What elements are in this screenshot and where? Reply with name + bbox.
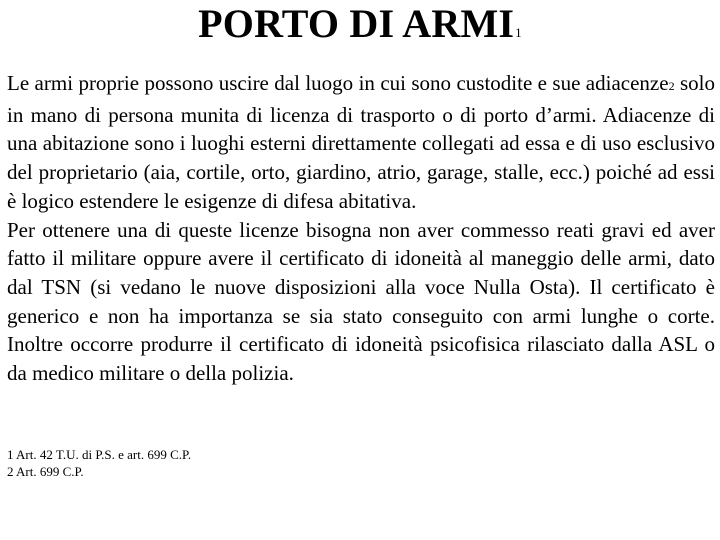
body-text — [7, 69, 715, 388]
footnote-2: 2 Art. 699 C.P. — [7, 464, 84, 479]
paragraph1-part1: Le armi proprie possono uscire dal luogo in cui sono custodite e sue adiacenze — [7, 71, 669, 95]
page-title — [0, 0, 720, 57]
footnote-1: 1 Art. 42 T.U. di P.S. e art. 699 C.P. — [7, 447, 192, 462]
paragraph-adiacenze — [7, 69, 715, 216]
footnotes — [7, 446, 191, 480]
paragraph-licenze: Per ottenere una di queste licenze bisogna non aver commesso reati gravi ed aver fatto il militare oppure avere il certificato di idoneità al maneggio delle armi, dato dal TSN (si vedano le nuove disposizioni alla voce Nulla Osta). Il certificato è generico e non ha importanza se sia stato conseguito con armi lunghe o corte. Inoltre occorre produrre il certificato di idoneità psicofisica rilasciato dalla ASL o da medico militare o della polizia. — [7, 217, 715, 386]
title-footnote-mark: 1 — [515, 25, 522, 40]
title-text: PORTO DI ARMI — [198, 1, 515, 46]
paragraph1-part2: solo in mano di persona munita di licenza di trasporto o di porto d’armi. Adiacenze di una abitazione sono i luoghi esterni direttamente collegati ad essa e di uso esclusivo del proprietario (aia, cortile, orto, giardino, atrio, garage, stalle, ecc.) poiché ad essi è logico estendere le esigenze di difesa abitativa. — [7, 71, 715, 213]
paragraph1-footnote-mark: 2 — [668, 79, 675, 93]
